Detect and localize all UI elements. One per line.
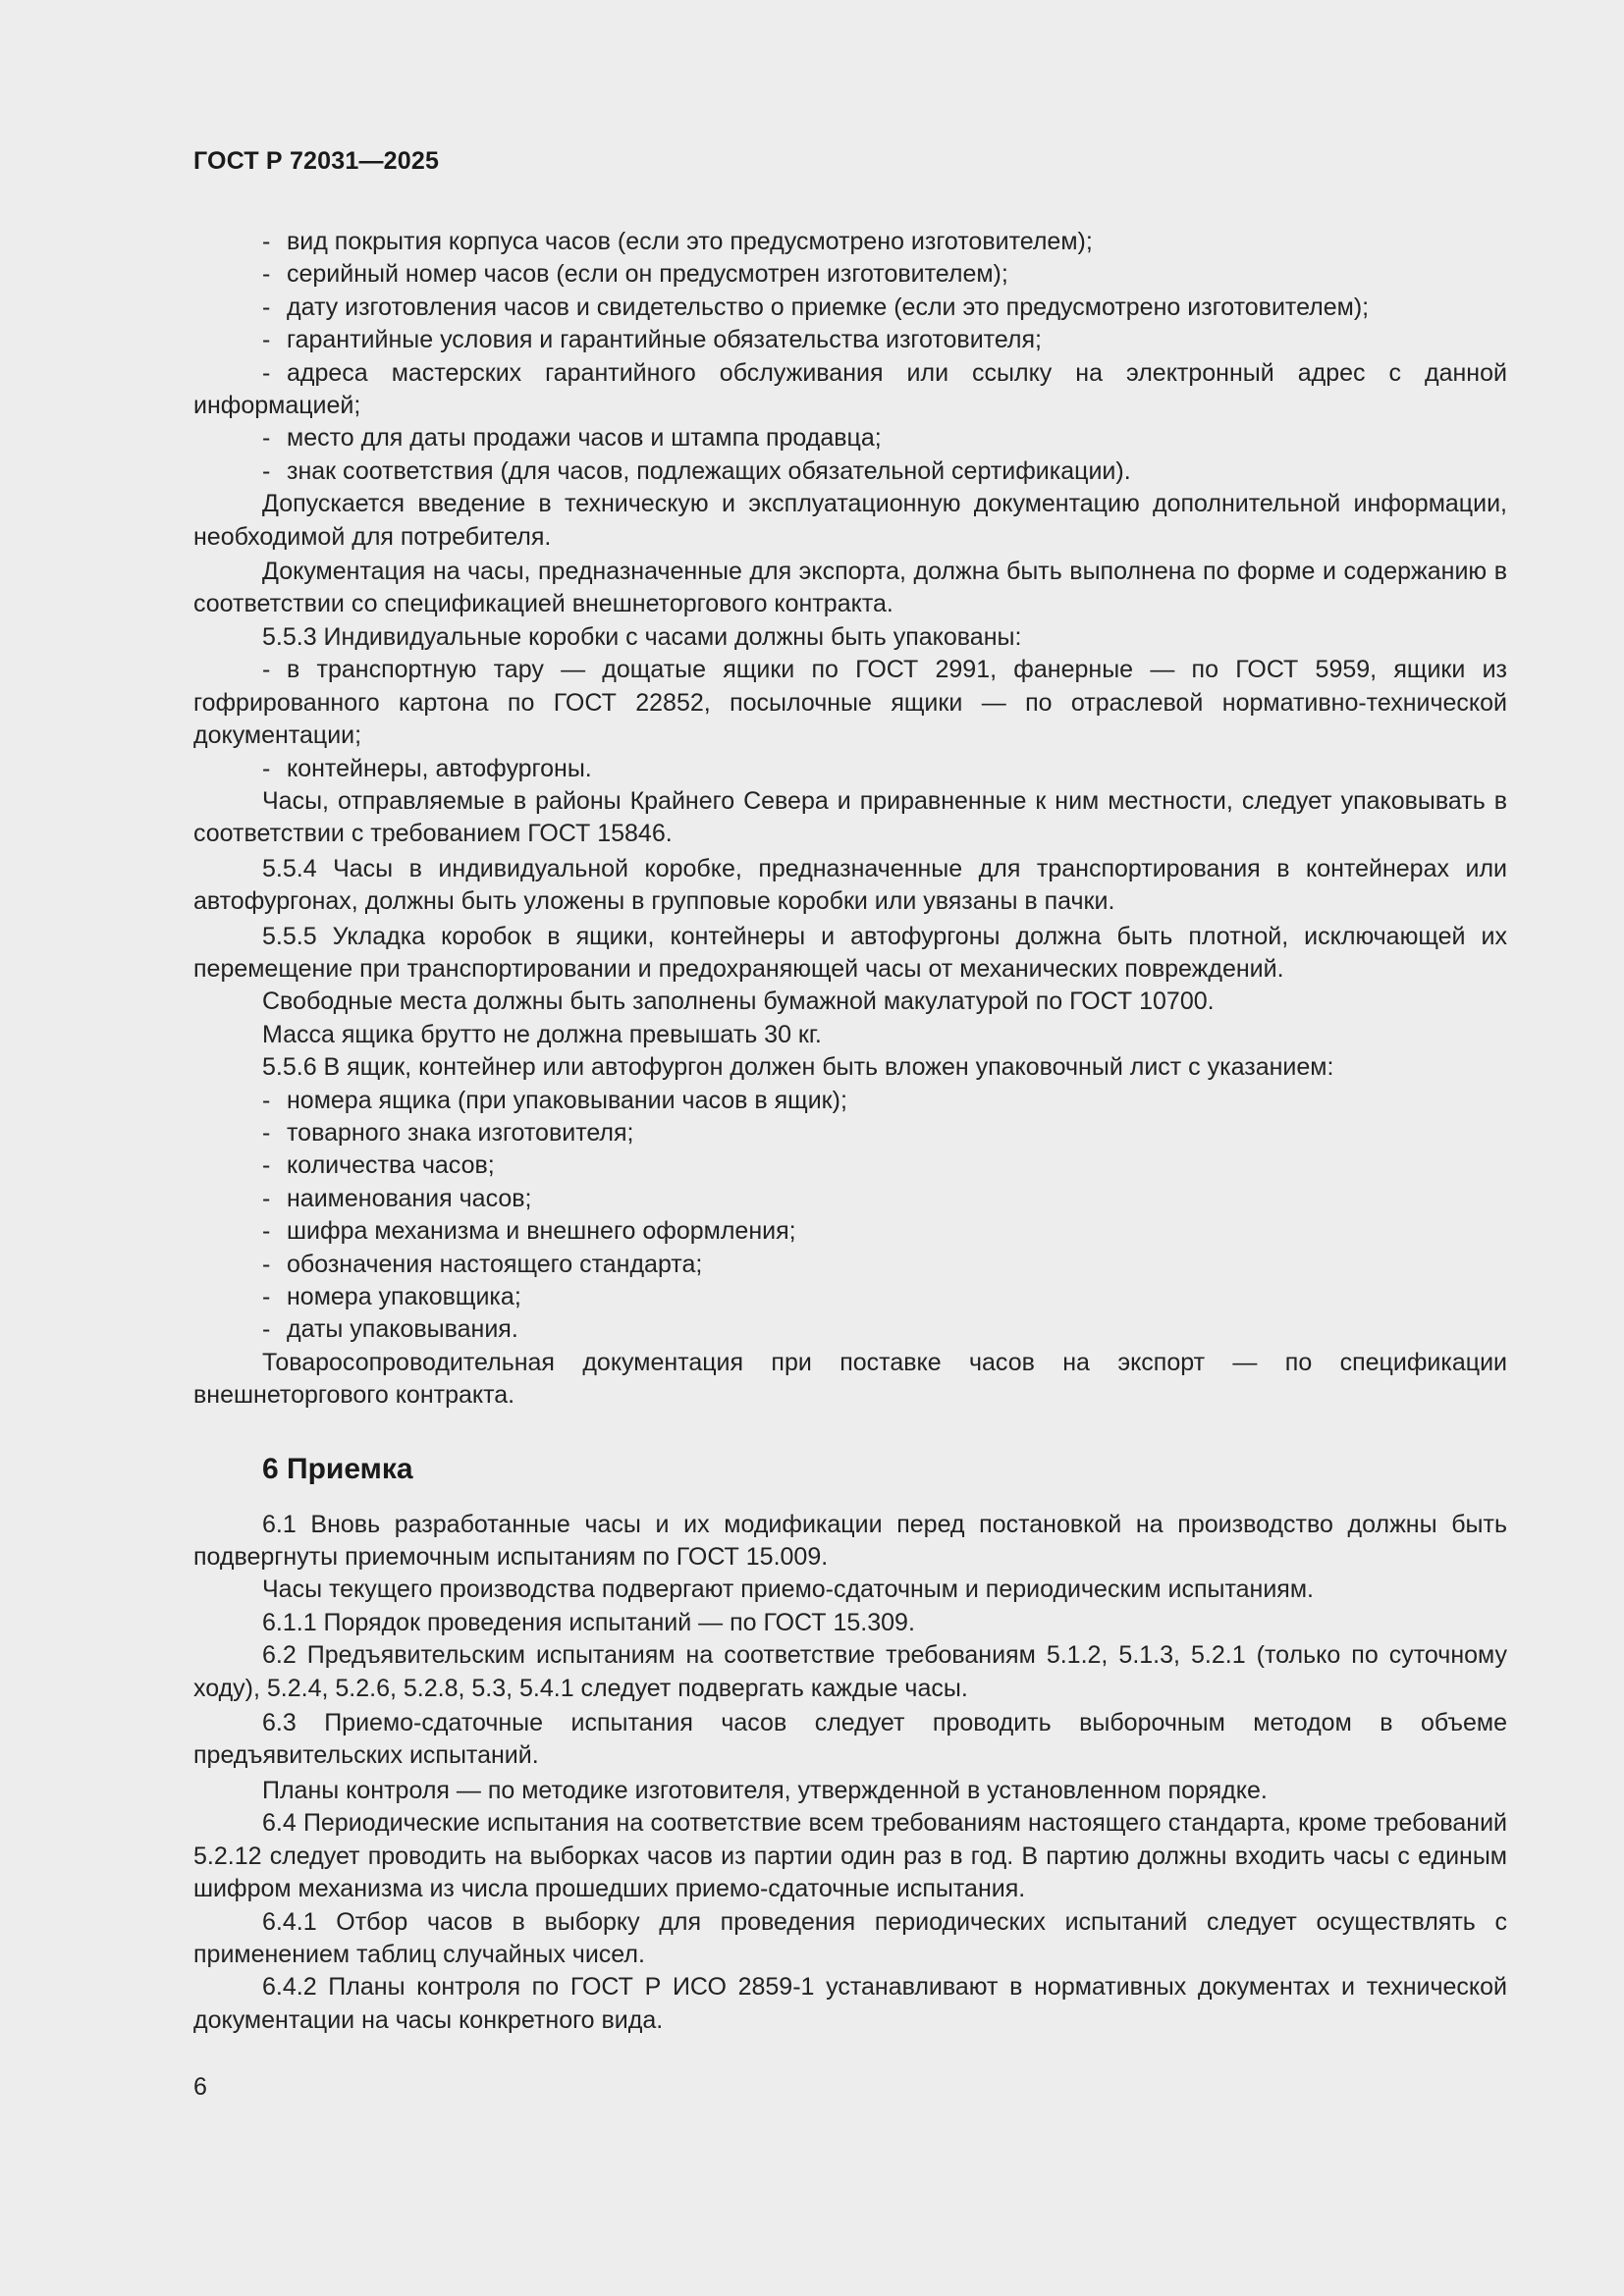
list-dash: - [262, 456, 271, 485]
clause-6-4: 6.4 Периодические испытания на соответствие всем требованиям настоящего стандарта, кроме требований 5.2.12 следует проводить на выборках часов из партии один раз в год. В партию должны входить часы с единым шифром механизма из числа прошедших приемо-сдаточные испытания. [193, 1809, 1507, 1903]
list-dash: - [262, 1250, 271, 1278]
list-dash: - [262, 1315, 271, 1344]
clause-5-5-5: 5.5.5 Укладка коробок в ящики, контейнеры и автофургоны должна быть плотной, исключающей их перемещение при транспортировании и предохраняющей часы от механических повреждений. [193, 922, 1507, 983]
list-dash: - [262, 1086, 271, 1114]
list-item: - место для даты продажи часов и штампа продавца; [193, 422, 1507, 454]
list-item: - гарантийные условия и гарантийные обязательства изготовителя; [193, 324, 1507, 356]
list-item: - даты упаковывания. [193, 1313, 1507, 1346]
section-6-heading: 6 Приемка [262, 1452, 413, 1485]
list-dash: - [262, 1217, 271, 1246]
paragraph-north: Часы, отправляемые в районы Крайнего Севера и приравненные к ним местности, следует упаковывать в соответствии с требованием ГОСТ 15846. [193, 786, 1507, 848]
list-dash: - [262, 656, 271, 684]
list-dash: - [262, 424, 271, 453]
paragraph-free-space: Свободные места должны быть заполнены бумажной макулатурой по ГОСТ 10700. [262, 988, 1215, 1016]
list-item: - наименования часов; [193, 1183, 1507, 1215]
list-dash: - [262, 1283, 271, 1310]
clause-6-2: 6.2 Предъявительским испытаниям на соответствие требованиям 5.1.2, 5.1.3, 5.2.1 (только по суточному ходу), 5.2.4, 5.2.6, 5.2.8, 5.3, 5.4.1 следует подвергать каждые часы. [193, 1641, 1507, 1702]
list-dash: - [262, 228, 271, 255]
list-item: - количества часов; [193, 1149, 1507, 1182]
list-dash: - [262, 1151, 271, 1180]
list-item: - номера упаковщика; [193, 1281, 1507, 1313]
clause-5-5-3: 5.5.3 Индивидуальные коробки с часами должны быть упакованы: [262, 622, 1022, 651]
list-item: - контейнеры, автофургоны. [193, 753, 1507, 785]
clause-6-1-1: 6.1.1 Порядок проведения испытаний — по ГОСТ 15.309. [262, 1608, 915, 1636]
list-item: - вид покрытия корпуса часов (если это предусмотрено изготовителем); [193, 226, 1507, 258]
list-item: - в транспортную тару — дощатые ящики по ГОСТ 2991, фанерные — по ГОСТ 5959, ящики из гофрированного картона по ГОСТ 22852, посылочные ящики — по отраслевой нормативно-технической документации; [193, 656, 1507, 750]
list-dash: - [262, 754, 271, 782]
list-dash: - [262, 293, 271, 321]
document-header: ГОСТ Р 72031—2025 [193, 147, 440, 175]
list-dash: - [262, 326, 271, 354]
paragraph-additional-docs: Допускается введение в техническую и эксплуатационную документацию дополнительной информации, необходимой для потребителя. [193, 490, 1507, 551]
paragraph-export-transport: Товаросопроводительная документация при поставке часов на экспорт — по спецификации внешнеторгового контракта. [193, 1348, 1507, 1410]
paragraph-mass: Масса ящика брутто не должна превышать 30 кг. [262, 1020, 822, 1048]
list-item: - дату изготовления часов и свидетельство о приемке (если это предусмотрено изготовителем); [193, 292, 1507, 324]
list-item: - номера ящика (при упаковывании часов в ящик); [193, 1085, 1507, 1117]
list-dash: - [262, 1184, 271, 1212]
clause-6-1: 6.1 Вновь разработанные часы и их модификации перед постановкой на производство должны быть подвергнуты приемочным испытаниям по ГОСТ 15.009. [193, 1510, 1507, 1572]
clause-6-4-1: 6.4.1 Отбор часов в выборку для проведения периодических испытаний следует осуществлять с применением таблиц случайных чисел. [193, 1907, 1507, 1968]
list-items-b [193, 654, 1507, 785]
clause-6-4-2: 6.4.2 Планы контроля по ГОСТ Р ИСО 2859-1 устанавливают в нормативных документах и технической документации на часы конкретного вида. [193, 1973, 1507, 2034]
page-number: 6 [193, 2073, 207, 2101]
paragraph-current-production: Часы текущего производства подвергают приемо-сдаточным и периодическим испытаниям. [262, 1575, 1314, 1604]
list-item: - знак соответствия (для часов, подлежащих обязательной сертификации). [193, 455, 1507, 488]
list-items-a [193, 226, 1507, 488]
paragraph-export-docs: Документация на часы, предназначенные для экспорта, должна быть выполнена по форме и содержанию в соответствии со спецификацией внешнеторгового контракта. [193, 558, 1507, 618]
list-item: - адреса мастерских гарантийного обслуживания или ссылку на электронный адрес с данной информацией; [193, 358, 1507, 420]
list-dash: - [262, 1118, 271, 1147]
list-item: - шифра механизма и внешнего оформления; [193, 1215, 1507, 1248]
paragraph-control-plans: Планы контроля — по методике изготовителя, утвержденной в установленном порядке. [262, 1776, 1268, 1804]
document-body [193, 226, 1507, 2037]
list-dash: - [262, 260, 271, 289]
clause-6-3: 6.3 Приемо-сдаточные испытания часов следует проводить выборочным методом в объеме предъявительских испытаний. [193, 1709, 1507, 1770]
list-item: - обозначения настоящего стандарта; [193, 1249, 1507, 1281]
clause-5-5-6: 5.5.6 В ящик, контейнер или автофургон должен быть вложен упаковочный лист с указанием: [262, 1053, 1334, 1082]
list-dash: - [262, 358, 271, 387]
clause-5-5-4: 5.5.4 Часы в индивидуальной коробке, предназначенные для транспортирования в контейнерах или автофургонах, должны быть уложены в групповые коробки или увязаны в пачки. [193, 854, 1507, 916]
list-item: - серийный номер часов (если он предусмотрен изготовителем); [193, 258, 1507, 291]
list-items-c [193, 1085, 1507, 1347]
list-item: - товарного знака изготовителя; [193, 1117, 1507, 1149]
